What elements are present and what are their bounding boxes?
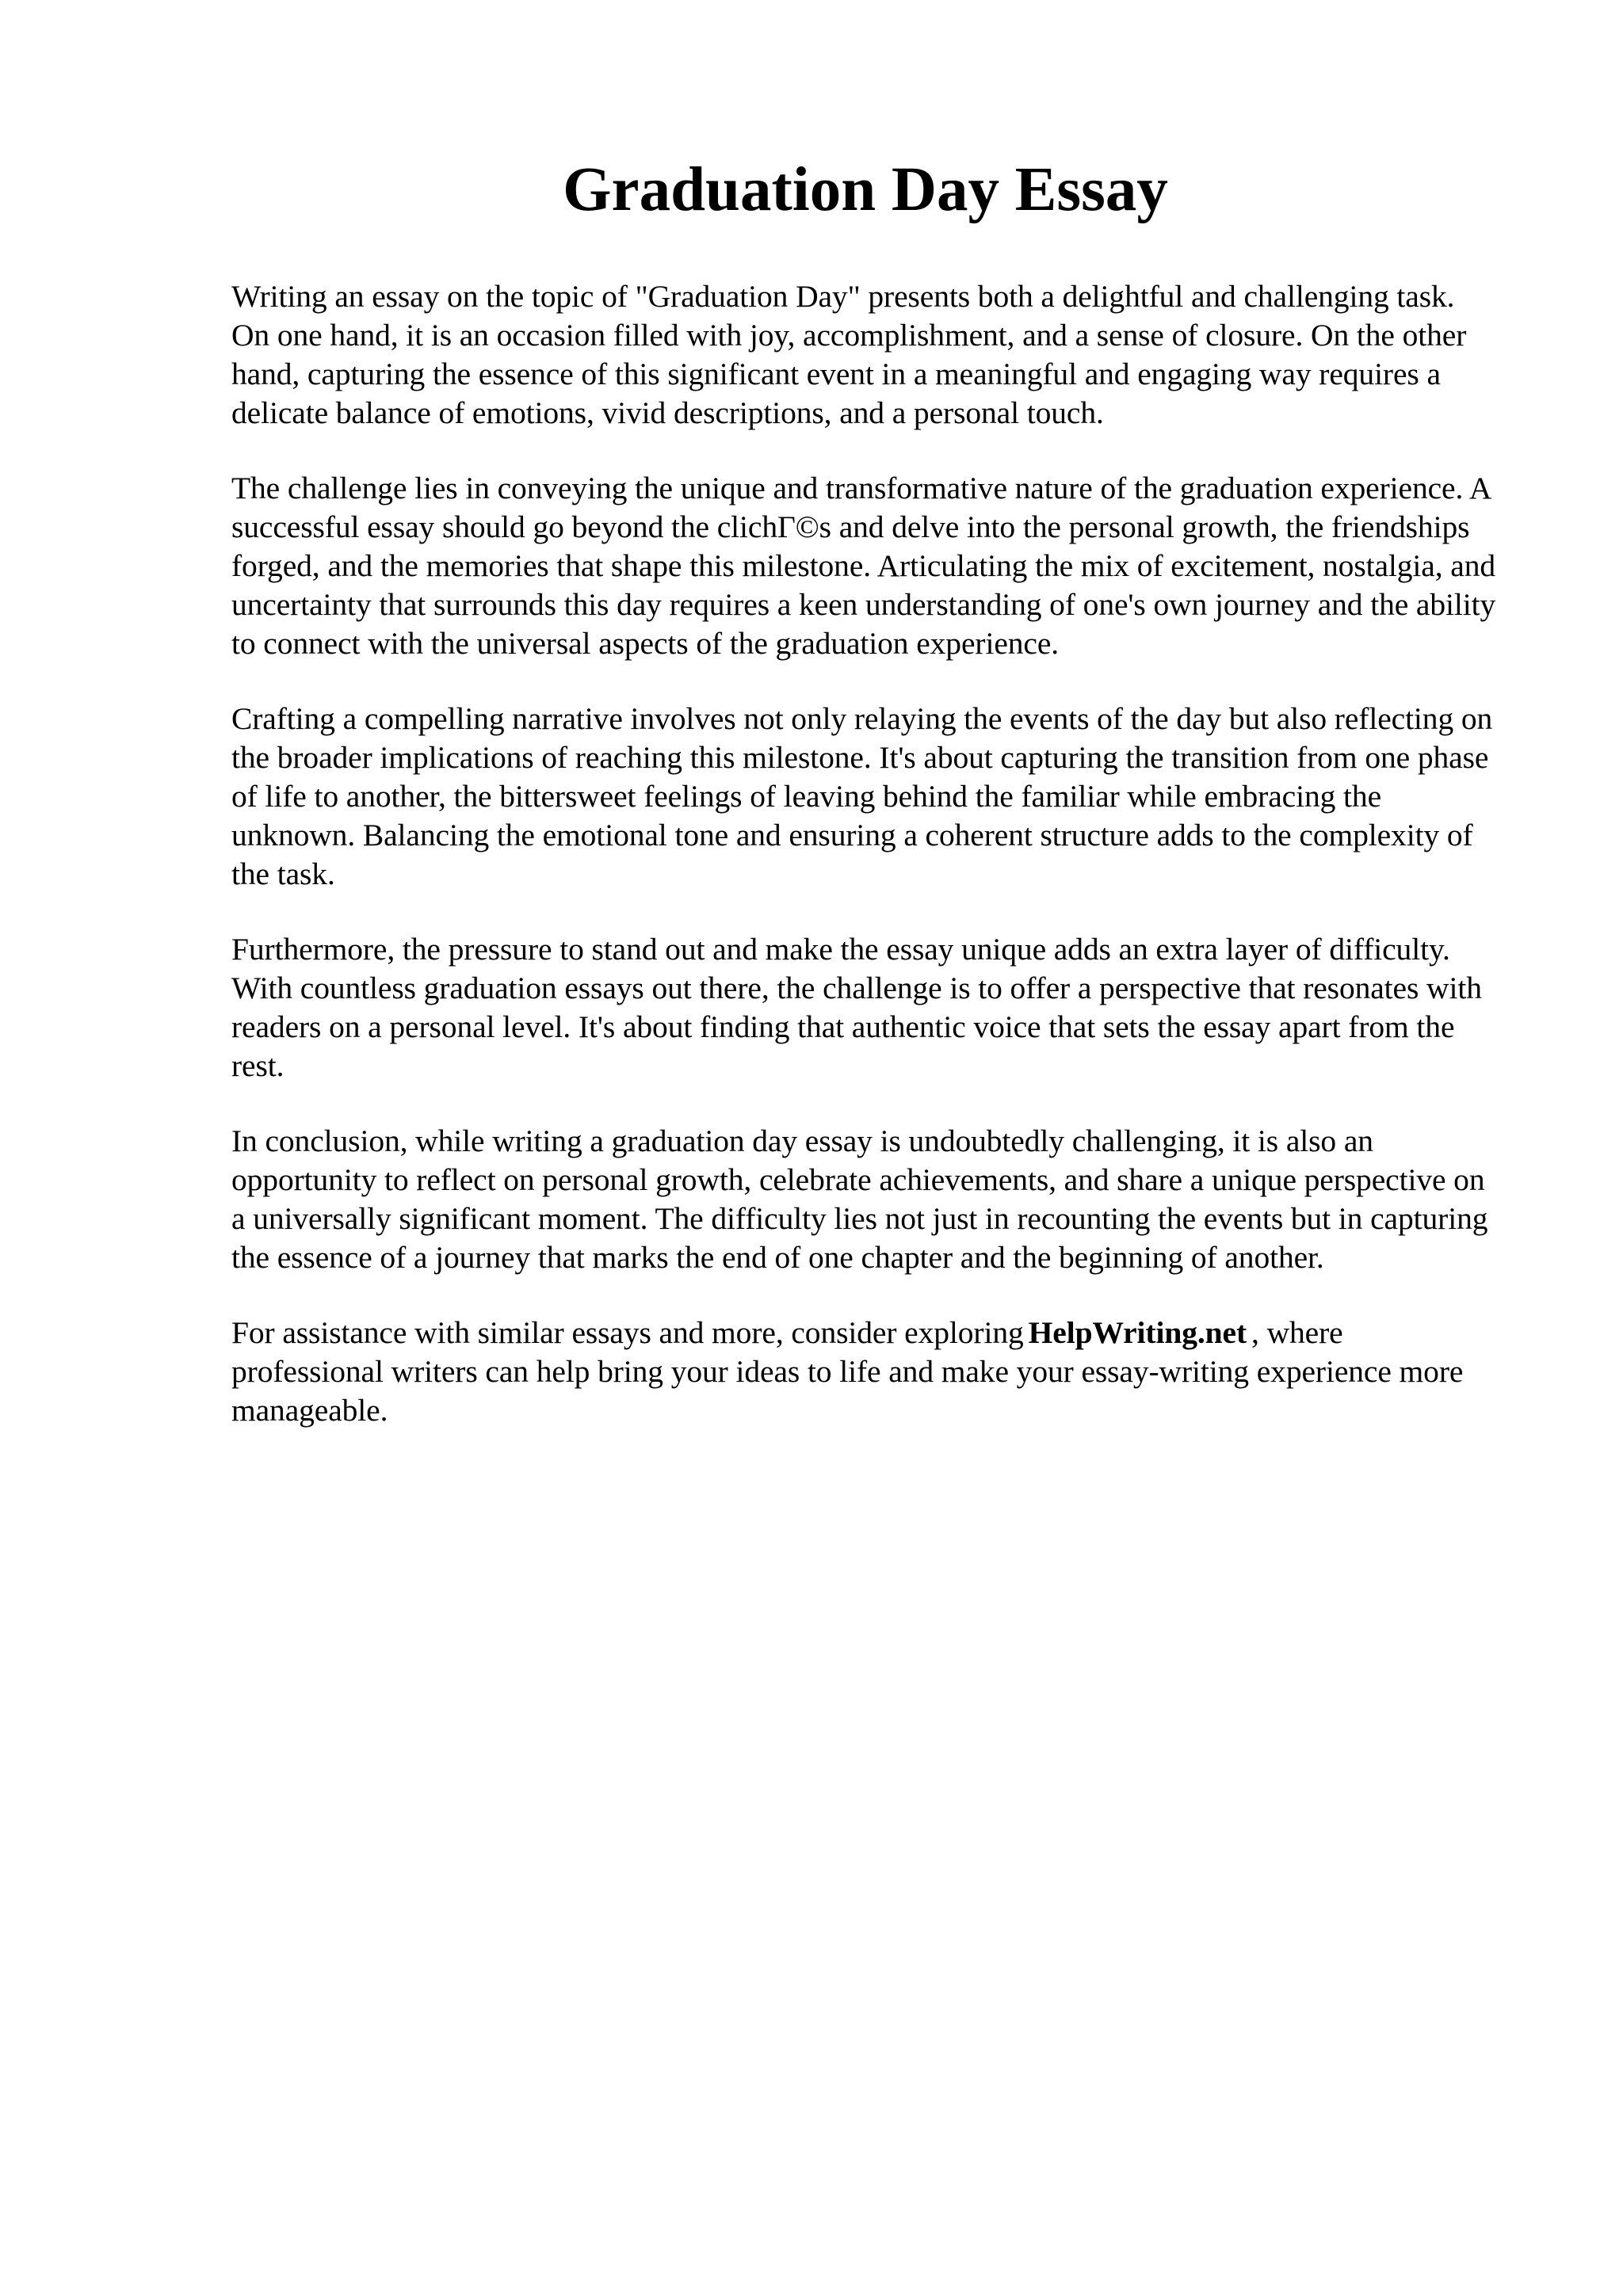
paragraph-2: The challenge lies in conveying the unique and transformative nature of the graduation experience. A successful essay should go beyond the clichГ©s and delve into the personal growth, the friendships forged, and the memories that shape this milestone. Articulating the mix of excitement, nostalgia, and uncertainty that surrounds this day requires a keen understanding of one's own journey and the ability to connect with the universal aspects of the graduation experience. bbox=[231, 471, 1496, 661]
document-body bbox=[231, 151, 1499, 1466]
paragraph-3: Crafting a compelling narrative involves not only relaying the events of the day but also reflecting on the broader implications of reaching this milestone. It's about capturing the transition from one phase of life to another, the bittersweet feelings of leaving behind the familiar while embracing the unknown. Balancing the emotional tone and ensuring a coherent structure adds to the complexity of the task. bbox=[231, 701, 1493, 891]
helpwriting-link[interactable]: HelpWriting.net bbox=[1028, 1315, 1247, 1350]
document-title: Graduation Day Essay bbox=[563, 155, 1168, 224]
closing-paragraph bbox=[231, 1314, 1499, 1430]
paragraph-4: Furthermore, the pressure to stand out and make the essay unique adds an extra layer of difficulty. With countless graduation essays out there, the challenge is to offer a perspective that resonates with readers on a personal level. It's about finding that authentic voice that sets the essay apart from the rest. bbox=[231, 932, 1482, 1083]
closing-text-after: , where professional writers can help bring your ideas to life and make your essay-writing experience more manageable. bbox=[231, 1315, 1464, 1428]
paragraph-5: In conclusion, while writing a graduation day essay is undoubtedly challenging, it is also an opportunity to reflect on personal growth, celebrate achievements, and share a unique perspective on a universally significant moment. The difficulty lies not just in recounting the events but in capturing the essence of a journey that marks the end of one chapter and the beginning of another. bbox=[231, 1123, 1488, 1275]
paragraph-1: Writing an essay on the topic of "Graduation Day" presents both a delightful and challenging task. On one hand, it is an occasion filled with joy, accomplishment, and a sense of closure. On the other hand, capturing the essence of this significant event in a meaningful and engaging way requires a delicate balance of emotions, vivid descriptions, and a personal touch. bbox=[231, 279, 1467, 430]
closing-text-before: For assistance with similar essays and more, consider exploring bbox=[231, 1315, 1024, 1350]
